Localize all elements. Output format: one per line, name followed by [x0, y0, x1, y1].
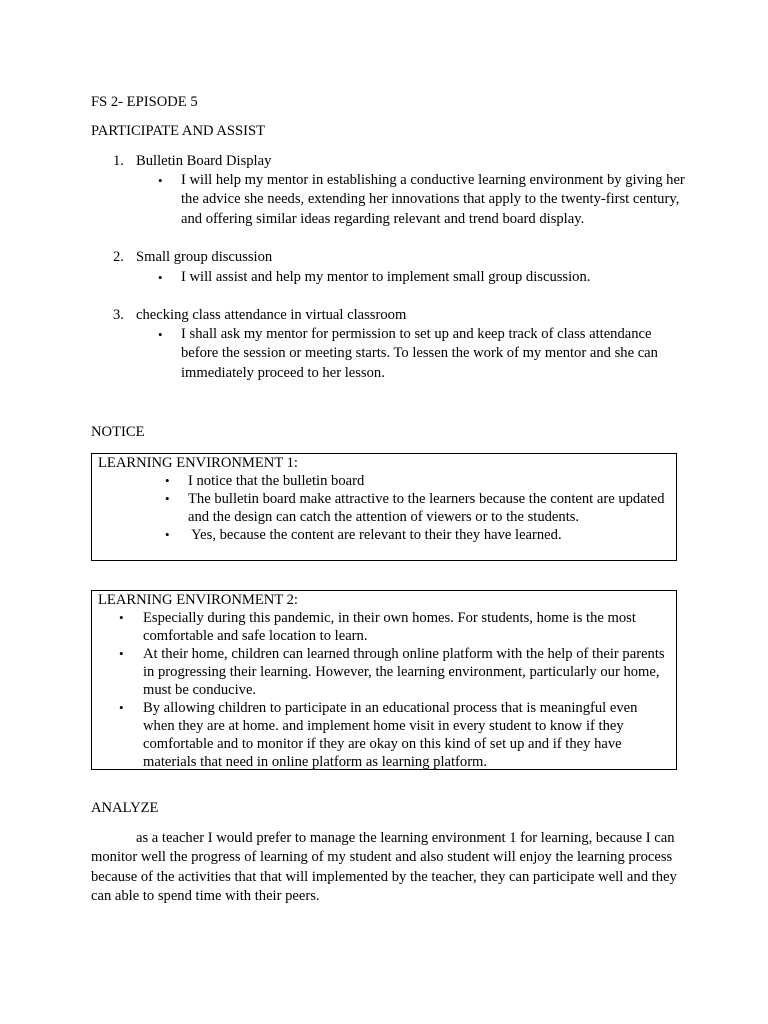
list-number: 2. [113, 249, 124, 265]
box-bullet: At their home, children can learned through online platform with the help of their parents in progressing their learning. However, the learning environment, particularly our home, must be conducive. [143, 646, 665, 698]
list-item-bullet: I shall ask my mentor for permission to set up and keep track of class attendance before the session or meeting starts. To lessen the work of my mentor and she can immediately proceed to her lesson. [181, 326, 658, 381]
list-number: 1. [113, 153, 124, 169]
learning-environment-2-box [91, 590, 677, 770]
box-bullet: The bulletin board make attractive to the learners because the content are updated and the design can catch the attention of viewers or to the students. [188, 491, 665, 525]
list-item-label: Bulletin Board Display [136, 153, 272, 169]
list-number: 3. [113, 307, 124, 323]
box-title: LEARNING ENVIRONMENT 1: [98, 455, 298, 471]
box-bullet: I notice that the bulletin board [188, 473, 365, 489]
bullet-icon: • [119, 610, 124, 625]
list-item-label: checking class attendance in virtual classroom [136, 307, 407, 323]
document-title: FS 2- EPISODE 5 [91, 94, 198, 110]
bullet-icon: • [119, 700, 124, 715]
list-item-label: Small group discussion [136, 249, 273, 265]
participate-heading: PARTICIPATE AND ASSIST [91, 123, 266, 139]
list-item-bullet: I will assist and help my mentor to implement small group discussion. [181, 269, 591, 285]
bullet-icon: • [165, 527, 170, 542]
bullet-icon: • [119, 646, 124, 661]
bullet-icon: • [158, 173, 163, 188]
box-bullet: By allowing children to participate in an educational process that is meaningful even when they are at home. and implement home visit in every student to know if they comfortable and to monitor if they are okay on this kind of set up and if they have materials that need in online platform as learning platform. [143, 700, 638, 770]
list-item-bullet: I will help my mentor in establishing a conductive learning environment by giving her the advice she needs, extending her innovations that apply to the twenty-first century, and offering similar ideas regarding relevant and trend board display. [181, 172, 685, 227]
bullet-icon: • [165, 473, 170, 488]
bullet-icon: • [158, 270, 163, 285]
box-bullet: Yes, because the content are relevant to their they have learned. [188, 527, 562, 543]
box-title: LEARNING ENVIRONMENT 2: [98, 592, 298, 608]
notice-heading: NOTICE [91, 424, 145, 440]
box-bullet: Especially during this pandemic, in their own homes. For students, home is the most comfortable and safe location to learn. [143, 610, 636, 644]
analyze-heading: ANALYZE [91, 800, 159, 816]
analyze-paragraph: as a teacher I would prefer to manage the learning environment 1 for learning, because I can monitor well the progress of learning of my student and also student will enjoy the learning process because of the activities that that will implemented by the teacher, they can participate well and they can able to spend time with their peers. [91, 830, 677, 905]
learning-environment-1-box [91, 453, 677, 561]
bullet-icon: • [158, 327, 163, 342]
bullet-icon: • [165, 491, 170, 506]
